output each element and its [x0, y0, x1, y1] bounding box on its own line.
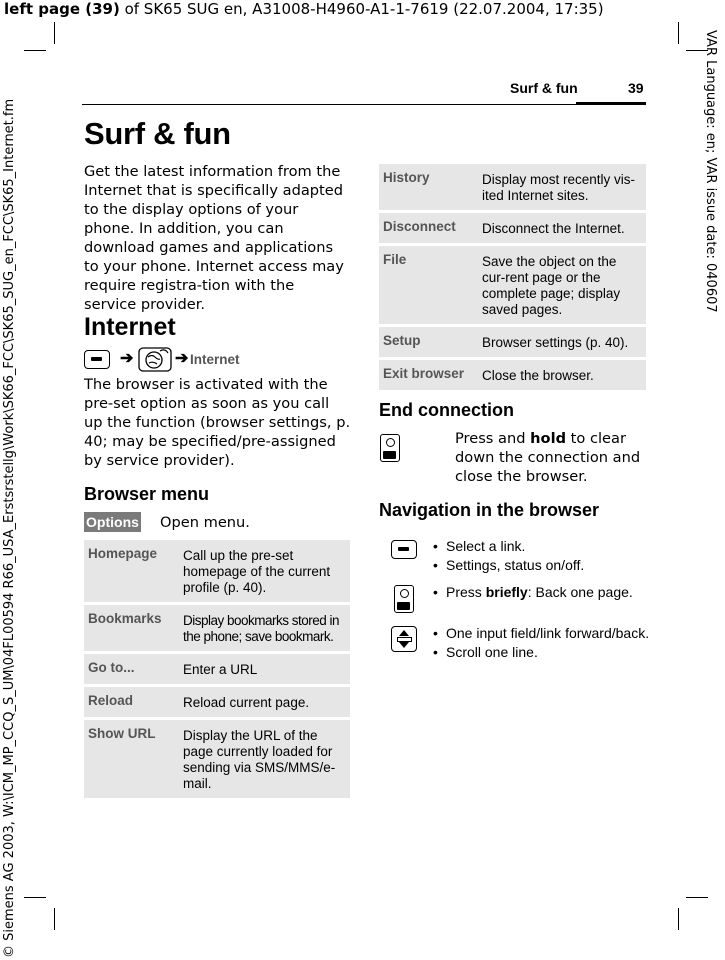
- menu-option-desc: Close the browser.: [478, 360, 646, 390]
- internet-heading: Internet: [84, 313, 176, 341]
- crop-mark: [24, 897, 46, 898]
- print-header-rest: of SK65 SUG en, A31008-H4960-A1-1-7619 (22.07.2004, 17:35): [119, 0, 604, 18]
- end-connection-bold: hold: [530, 430, 567, 447]
- menu-option-key: Exit browser: [379, 360, 478, 390]
- list-item: • One input field/link forward/back.: [433, 624, 649, 643]
- end-key-list: [433, 583, 633, 602]
- menu-option-key: File: [379, 246, 478, 324]
- crop-mark: [54, 22, 55, 44]
- menu-option-desc: Display the URL of the page currently loaded for sending via SMS/MMS/e-mail.: [179, 720, 350, 798]
- table-row: [84, 540, 350, 602]
- print-header-bold: left page (39): [4, 0, 120, 18]
- list-item: • Scroll one line.: [433, 643, 649, 662]
- browser-menu-table-continued: [379, 161, 646, 393]
- menu-option-key: Homepage: [84, 540, 179, 602]
- options-description: Open menu.: [160, 514, 250, 531]
- side-note-left: © Siemens AG 2003, W:\ICM_MP_CCQ_S_UM\04FL00594 R66_USA_Erstsrstellg\Work\SK66_FCC\SK65_SUG_en_FCC\SK65_Internet.fm: [2, 98, 17, 958]
- menu-option-key: Disconnect: [379, 213, 478, 243]
- menu-option-desc: Disconnect the Internet.: [478, 213, 646, 243]
- menu-path-internet: Internet: [190, 352, 240, 367]
- page-number: 39: [628, 80, 644, 96]
- list-item: • Settings, status on/off.: [433, 556, 584, 575]
- navigation-key-icon: [391, 626, 417, 652]
- end-connection-post: to clear down the connection and close the browser.: [455, 430, 641, 485]
- menu-option-desc: Enter a URL: [179, 654, 350, 684]
- end-connection-heading: End connection: [379, 400, 514, 420]
- table-row: [379, 327, 646, 357]
- menu-option-desc: Display bookmarks stored in the phone; save bookmark.: [179, 605, 350, 651]
- menu-option-key: History: [379, 164, 478, 210]
- nav-end-pre: Press: [446, 584, 486, 600]
- table-row: [379, 246, 646, 324]
- menu-option-desc: Call up the pre-set homepage of the current profile (p. 40).: [179, 540, 350, 602]
- menu-option-desc: Browser settings (p. 40).: [478, 327, 646, 357]
- browser-menu-table: [84, 537, 350, 801]
- internet-text: The browser is activated with the pre-set option as soon as you call up the function (browser settings, p. 40; may be specified/pre-assigned by service provider).: [84, 376, 351, 469]
- list-item: [433, 583, 633, 602]
- menu-option-key: Go to...: [84, 654, 179, 684]
- header-rule: [82, 104, 576, 105]
- crop-mark: [686, 897, 708, 898]
- end-connection-text: [455, 429, 647, 486]
- select-key-list: [433, 537, 584, 575]
- page-title: Surf & fun: [84, 116, 231, 151]
- table-row: [379, 164, 646, 210]
- intro-text: Get the latest information from the Internet that is specifically adapted to the display options of your phone. In addition, you can download games and applications to your phone. Internet access may require registra-tion with the service provider.: [84, 163, 344, 313]
- table-row: [84, 720, 350, 798]
- arrow-icon: ➔: [120, 350, 134, 367]
- menu-option-desc: Reload current page.: [179, 687, 350, 717]
- table-row: [379, 360, 646, 390]
- end-key-icon: [394, 585, 414, 613]
- table-row: [379, 213, 646, 243]
- globe-icon: [138, 345, 172, 373]
- menu-option-key: Setup: [379, 327, 478, 357]
- crop-mark: [24, 50, 46, 51]
- crop-mark: [678, 908, 679, 930]
- menu-option-key: Reload: [84, 687, 179, 717]
- list-item: • Select a link.: [433, 537, 584, 556]
- navigation-heading: Navigation in the browser: [379, 500, 600, 520]
- arrow-icon: ➔: [175, 350, 189, 367]
- table-row: [84, 687, 350, 717]
- side-note-right: VAR Language: en; VAR issue date: 040607: [703, 30, 718, 313]
- menu-option-key: Show URL: [84, 720, 179, 798]
- browser-menu-heading: Browser menu: [84, 484, 210, 504]
- menu-option-desc: Display most recently vis-ited Internet sites.: [478, 164, 646, 210]
- nav-end-bold: briefly: [485, 584, 528, 600]
- menu-option-key: Bookmarks: [84, 605, 179, 651]
- select-key-icon: [84, 350, 110, 369]
- running-head-title: Surf & fun: [510, 80, 578, 96]
- options-softkey[interactable]: Options: [84, 512, 141, 532]
- select-key-icon: [391, 540, 417, 559]
- table-row: [84, 654, 350, 684]
- nav-end-post: : Back one page.: [527, 584, 633, 600]
- navigation-key-list: [433, 624, 649, 662]
- header-rule-thick: [576, 102, 646, 105]
- end-key-icon: [380, 434, 400, 462]
- print-header: [4, 0, 604, 18]
- crop-mark: [54, 908, 55, 930]
- menu-option-desc: Save the object on the cur-rent page or the complete page; display saved pages.: [478, 246, 646, 324]
- crop-mark: [678, 22, 679, 44]
- end-connection-pre: Press and: [455, 430, 531, 447]
- table-row: [84, 605, 350, 651]
